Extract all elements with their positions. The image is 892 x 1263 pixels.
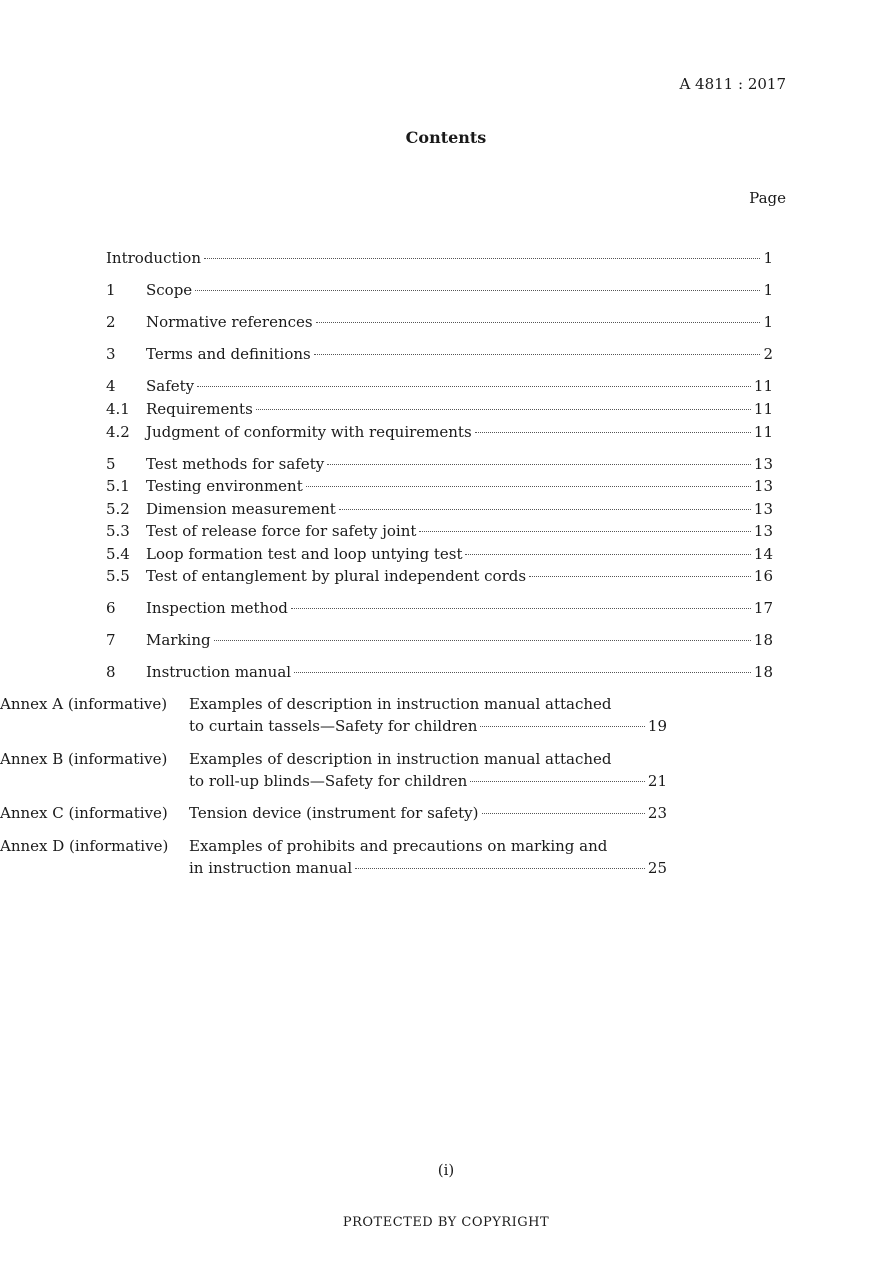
annex-title-line2: in instruction manual [189,859,353,877]
dot-leader [256,409,751,410]
toc-entry-page: 13 [753,500,773,518]
page-column-label: Page [749,189,786,207]
toc-entry-page: 1 [763,249,773,267]
annex-title-line1: Examples of description in instruction manual attached [189,750,612,768]
toc-entry-number: 4.2 [106,423,130,441]
toc-entry-number: 5.5 [106,567,130,585]
annex-label: Annex B (informative) [0,750,168,768]
toc-entry-judgment-conformity[interactable] [106,421,773,443]
toc-entry-requirements[interactable] [106,398,773,420]
annex-page: 23 [647,804,667,822]
toc-entry-loop-formation[interactable] [106,543,773,565]
toc-entry-test-methods[interactable] [106,453,773,475]
toc-entry-text: Marking [146,631,211,649]
dot-leader [482,813,645,814]
toc-entry-text: Test of release force for safety joint [146,522,417,540]
toc-entry-text: Safety [146,377,195,395]
dot-leader [327,464,751,465]
toc-entry-text: Introduction [106,249,201,267]
annex-page: 19 [647,717,667,735]
toc-entry-page: 18 [753,663,773,681]
annex-title-line1: Examples of prohibits and precautions on marking and [189,837,608,855]
toc-entry-page: 11 [753,377,773,395]
toc-entry-number: 5 [106,455,116,473]
toc-entry-dimension-measurement[interactable] [106,498,773,520]
annex-title-line2-row [189,770,667,792]
toc-entry-marking[interactable] [106,629,773,651]
toc-entry-page: 2 [763,345,773,363]
page-title: Contents [405,128,487,147]
toc-entry-text: Inspection method [146,599,288,617]
toc-entry-number: 6 [106,599,116,617]
toc-entry-safety[interactable] [106,375,773,397]
dot-leader [204,258,760,259]
toc-entry-number: 4.1 [106,400,130,418]
toc-entry-text: Normative references [146,313,313,331]
toc-entry-number: 5.3 [106,522,130,540]
toc-entry-page: 17 [753,599,773,617]
standard-code: A 4811 : 2017 [679,75,786,93]
toc-entry-number: 1 [106,281,116,299]
annex-page: 21 [647,772,667,790]
annex-title-line2: to roll-up blinds—Safety for children [189,772,468,790]
toc-entry-text: Requirements [146,400,253,418]
dot-leader [355,868,645,869]
toc-entry-terms-definitions[interactable] [106,343,773,365]
annex-title-line2-row [189,715,667,737]
dot-leader [419,531,751,532]
toc-entry-page: 11 [753,423,773,441]
annex-label: Annex D (informative) [0,837,169,855]
annex-title-row [189,802,667,824]
page-number: (i) [437,1161,455,1179]
copyright-notice: PROTECTED BY COPYRIGHT [342,1215,550,1230]
toc-entry-number: 8 [106,663,116,681]
toc-entry-text: Dimension measurement [146,500,336,518]
toc-entry-number: 5.4 [106,545,130,563]
annex-page: 25 [647,859,667,877]
dot-leader [291,608,751,609]
annex-label: Annex A (informative) [0,695,168,713]
toc-entry-page: 16 [753,567,773,585]
toc-entry-page: 11 [753,400,773,418]
toc-entry-page: 13 [753,455,773,473]
toc-entry-page: 14 [753,545,773,563]
dot-leader [314,354,761,355]
annex-title-line2-row [189,857,667,879]
toc-entry-page: 13 [753,477,773,495]
dot-leader [470,781,645,782]
dot-leader [294,672,751,673]
toc-entry-number: 2 [106,313,116,331]
toc-entry-page: 18 [753,631,773,649]
toc-entry-release-force[interactable] [106,520,773,542]
toc-entry-entanglement[interactable] [106,565,773,587]
toc-entry-page: 1 [763,281,773,299]
toc-entry-introduction[interactable] [106,247,773,269]
toc-entry-text: Judgment of conformity with requirements [146,423,472,441]
toc-entry-text: Testing environment [146,477,303,495]
toc-entry-number: 5.2 [106,500,130,518]
toc-entry-page: 13 [753,522,773,540]
toc-entry-number: 5.1 [106,477,130,495]
toc-entry-text: Loop formation test and loop untying test [146,545,463,563]
dot-leader [214,640,751,641]
toc-entry-page: 1 [763,313,773,331]
dot-leader [475,432,751,433]
toc-entry-text: Test of entanglement by plural independent cords [146,567,527,585]
annex-title-line1: Examples of description in instruction manual attached [189,695,612,713]
toc-entry-text: Test methods for safety [146,455,325,473]
toc-entry-instruction-manual[interactable] [106,661,773,683]
dot-leader [197,386,751,387]
toc-entry-number: 7 [106,631,116,649]
toc-entry-testing-environment[interactable] [106,475,773,497]
toc-entry-inspection-method[interactable] [106,597,773,619]
toc-entry-scope[interactable] [106,279,773,301]
toc-entry-number: 4 [106,377,116,395]
toc-entry-text: Scope [146,281,193,299]
annex-label: Annex C (informative) [0,804,168,822]
toc-entry-normative-references[interactable] [106,311,773,333]
dot-leader [195,290,760,291]
toc-entry-number: 3 [106,345,116,363]
toc-entry-text: Terms and definitions [146,345,311,363]
annex-title-line2: to curtain tassels—Safety for children [189,717,478,735]
dot-leader [529,576,751,577]
dot-leader [339,509,751,510]
dot-leader [306,486,751,487]
dot-leader [480,726,645,727]
dot-leader [316,322,761,323]
dot-leader [465,554,750,555]
toc-entry-text: Instruction manual [146,663,292,681]
annex-title: Tension device (instrument for safety) [189,804,479,822]
